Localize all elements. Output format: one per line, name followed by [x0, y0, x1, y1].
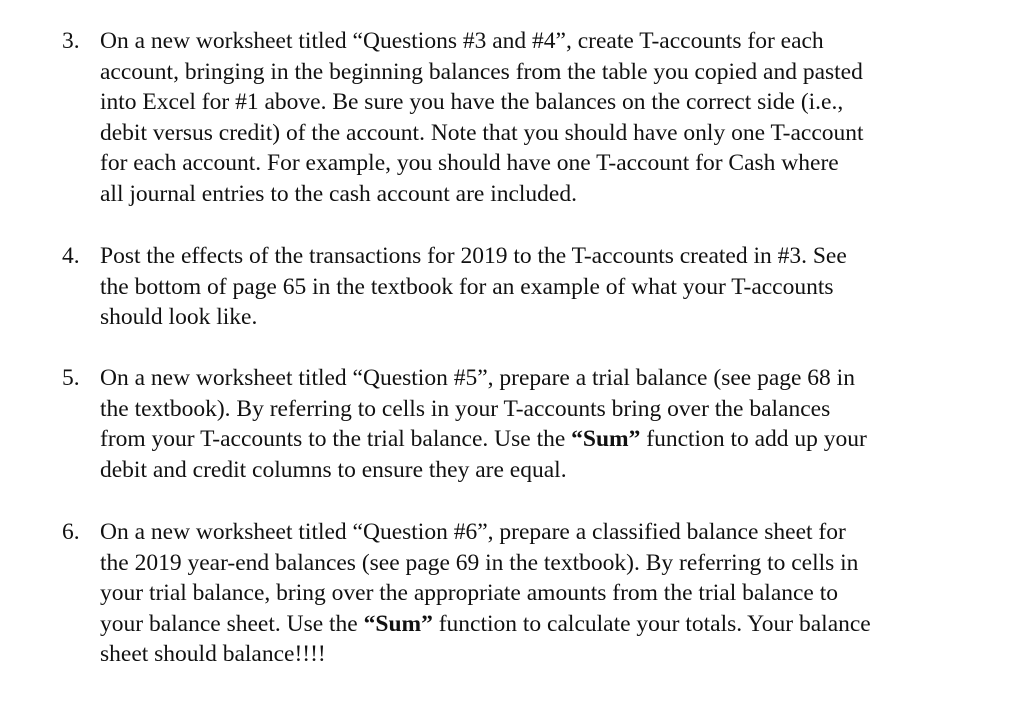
text-line-with-bold — [100, 609, 1002, 640]
text-segment: your balance sheet. Use the — [100, 610, 364, 637]
list-item-4 — [62, 241, 1002, 333]
text-line: On a new worksheet titled “Question #6”, prepare a classified balance sheet for — [100, 519, 846, 545]
text-segment: from your T-accounts to the trial balance. Use the — [100, 426, 572, 452]
text-line-with-bold — [100, 424, 1002, 455]
text-line: your trial balance, bring over the appropriate amounts from the trial balance to — [100, 580, 839, 606]
text-line: On a new worksheet titled “Questions #3 and #4”, create T-accounts for each — [100, 28, 824, 54]
item-text — [100, 363, 1002, 485]
text-line: for each account. For example, you should have one T-account for Cash where — [100, 150, 839, 176]
text-line: the bottom of page 65 in the textbook for an example of what your T-accounts — [100, 273, 834, 300]
item-text — [100, 517, 1002, 670]
text-line: all journal entries to the cash account are included. — [100, 180, 577, 207]
text-line: the textbook). By referring to cells in your T-accounts bring over the balances — [100, 395, 831, 422]
text-line: the 2019 year-end balances (see page 69 in the textbook). By referring to cells in — [100, 549, 859, 576]
item-number: 6. — [62, 519, 80, 545]
bold-sum-term: “Sum” — [571, 426, 641, 452]
item-number: 3. — [62, 28, 80, 54]
list-item-5 — [62, 363, 1002, 485]
text-segment: function to add up your — [640, 426, 867, 452]
text-line: into Excel for #1 above. Be sure you have the balances on the correct side (i.e., — [100, 89, 844, 115]
text-line: account, bringing in the beginning balances from the table you copied and pasted — [100, 58, 863, 85]
text-line: Post the effects of the transactions for 2019 to the T-accounts created in #3. See — [100, 243, 847, 269]
list-item-3 — [62, 26, 1002, 209]
text-line: debit versus credit) of the account. Note that you should have only one T-account — [100, 119, 864, 146]
item-text — [100, 26, 1002, 209]
item-number: 4. — [62, 243, 80, 269]
text-line: should look like. — [100, 304, 258, 330]
item-number: 5. — [62, 365, 80, 391]
item-text — [100, 241, 1002, 333]
list-item-6 — [62, 517, 1002, 670]
text-line: sheet should balance!!!! — [100, 641, 326, 667]
bold-sum-term: “Sum” — [363, 610, 433, 637]
text-line: debit and credit columns to ensure they are equal. — [100, 456, 567, 483]
text-segment: function to calculate your totals. Your balance — [432, 610, 871, 637]
text-line: On a new worksheet titled “Question #5”, prepare a trial balance (see page 68 in — [100, 365, 855, 391]
